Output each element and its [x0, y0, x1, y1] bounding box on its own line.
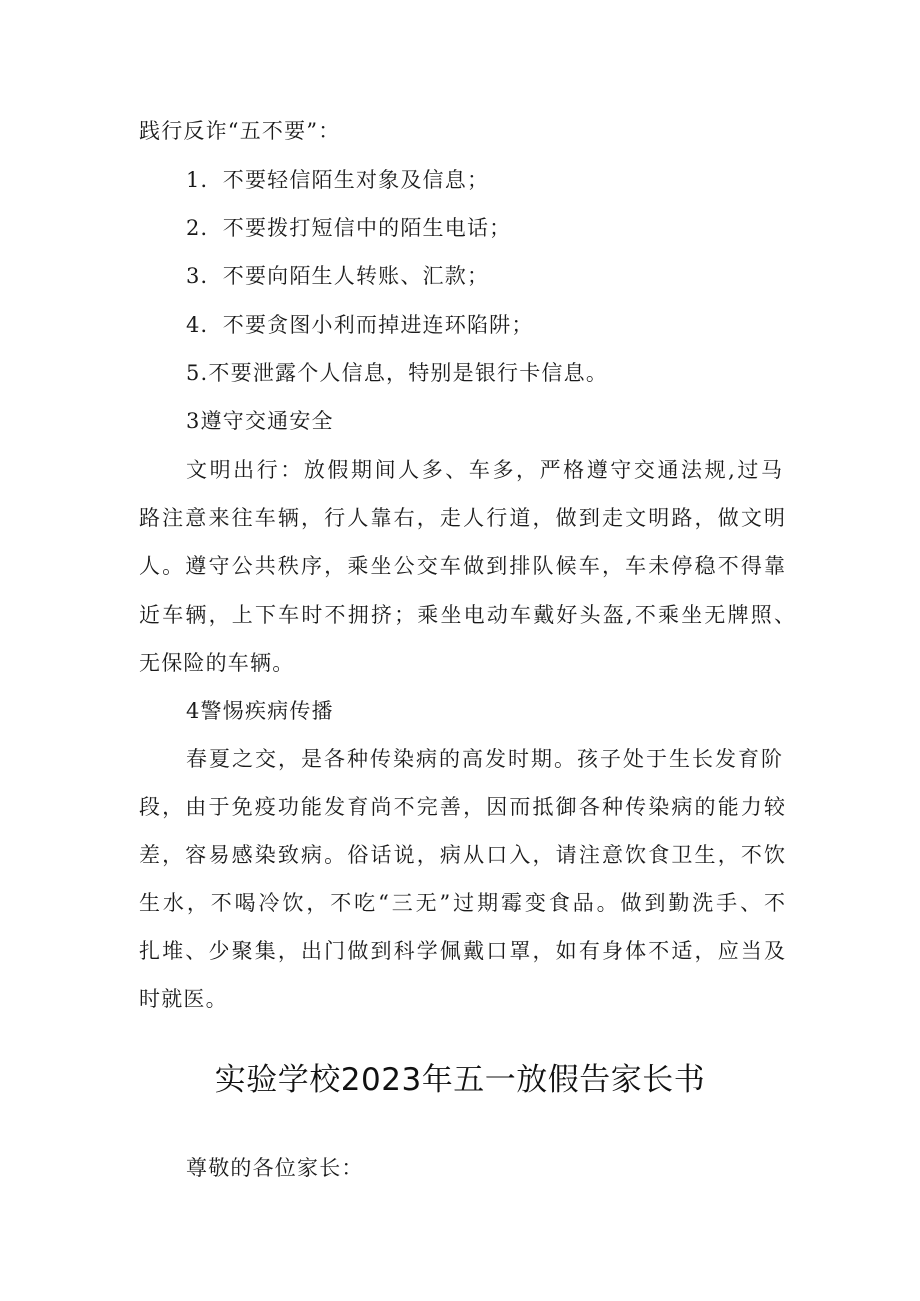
traffic-line-2: 路注意来往车辆，行人靠右，走人行道，做到走文明路，做文明 — [139, 506, 785, 530]
fraud-item-2: 2．不要拨打短信中的陌生电话； — [186, 216, 512, 240]
disease-line-6: 时就医。 — [139, 987, 228, 1011]
disease-line-3: 差，容易感染致病。俗话说，病从口入，请注意饮食卫生，不饮 — [139, 843, 785, 867]
traffic-heading: 3遵守交通安全 — [186, 409, 334, 433]
fraud-item-3: 3．不要向陌生人转账、汇款； — [186, 264, 490, 288]
traffic-line-5: 无保险的车辆。 — [139, 651, 295, 675]
disease-line-4: 生水，不喝冷饮，不吃“三无”过期霉变食品。做到勤洗手、不 — [139, 891, 785, 915]
fraud-item-5: 5.不要泄露个人信息，特别是银行卡信息。 — [186, 361, 609, 385]
traffic-line-1: 文明出行：放假期间人多、车多，严格遵守交通法规,过马 — [186, 458, 782, 482]
disease-line-2: 段，由于免疫功能发育尚不完善，因而抵御各种传染病的能力较 — [139, 795, 785, 819]
disease-line-5: 扎堆、少聚集，出门做到科学佩戴口罩，如有身体不适，应当及 — [139, 939, 785, 963]
letter-title: 实验学校2023年五一放假告家长书 — [214, 1062, 706, 1098]
fraud-intro: 践行反诈“五不要”： — [139, 119, 341, 143]
traffic-line-4: 近车辆，上下车时不拥挤；乘坐电动车戴好头盔,不乘坐无牌照、 — [139, 603, 795, 627]
disease-heading: 4警惕疾病传播 — [186, 699, 334, 723]
fraud-item-4: 4．不要贪图小利而掉进连环陷阱； — [186, 313, 534, 337]
disease-line-1: 春夏之交，是各种传染病的高发时期。孩子处于生长发育阶 — [186, 747, 782, 771]
letter-salutation: 尊敬的各位家长： — [186, 1156, 364, 1180]
fraud-item-1: 1．不要轻信陌生对象及信息； — [186, 168, 490, 192]
traffic-line-3: 人。遵守公共秩序，乘坐公交车做到排队候车，车未停稳不得靠 — [139, 554, 785, 578]
